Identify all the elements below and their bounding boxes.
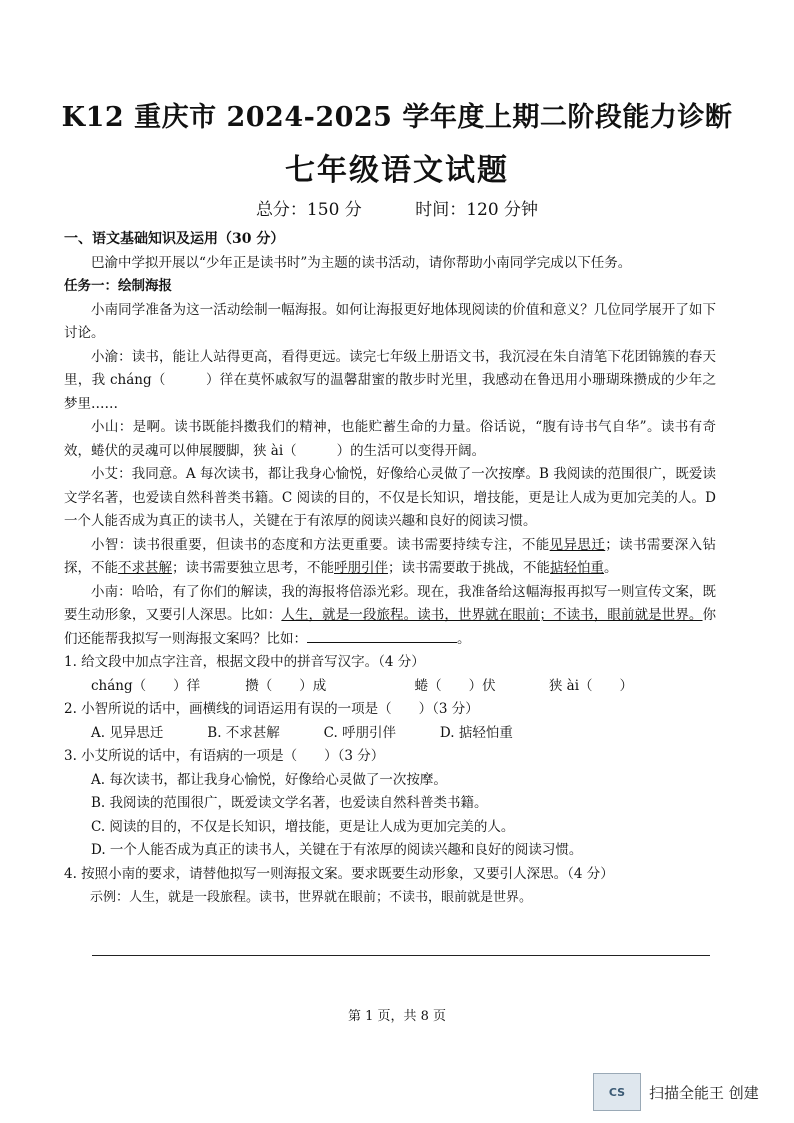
- paragraph-3: 小山：是啊。读书既能抖擞我们的精神，也能贮蓄生命的力量。俗话说，“腹有诗书气自华”。读书有奇效，蜷伏的灵魂可以伸展腰脚，狭 ài（ ）的生活可以变得开阔。: [64, 419, 716, 459]
- question-4: 4. 按照小南的要求，请替他拟写一则海报文案。要求既要生动形象，又要引人深思。（4 分）: [64, 865, 614, 882]
- total-score: 总分：150 分: [255, 200, 362, 220]
- question-1-items: [64, 675, 716, 699]
- q4-example: 示例：人生，就是一段旅程。读书，世界就在眼前；不读书，眼前就是世界。: [90, 890, 533, 905]
- task-heading: 任务一：绘制海报: [64, 278, 172, 294]
- paragraph-1: 小南同学准备为这一活动绘制一幅海报。如何让海报更好地体现阅读的价值和意义？几位同学展开了如下讨论。: [64, 301, 716, 341]
- paragraph-5: 小智：读书很重要，但读书的态度和方法更重要。读书需要持续专注，不能见异思迁；读书需要深入钻探，不能不求甚解；读书需要独立思考，不能呼朋引伴；读书需要敢于挑战，不能掂轻怕重。: [64, 536, 717, 576]
- q2-option: D. 掂轻怕重: [439, 724, 513, 741]
- logo-text: CS: [608, 1085, 626, 1099]
- poster-slogan: 人生，就是一段旅程。读书，世界就在眼前；不读书，眼前就是世界。: [281, 607, 703, 623]
- watermark-text: 扫描全能王 创建: [649, 1083, 759, 1102]
- q3-option: C. 阅读的目的，不仅是长知识，增技能，更是让人成为更加完美的人。: [91, 818, 515, 835]
- q3-option: B. 我阅读的范围很广，既爱读文学名著，也爱读自然科普类书籍。: [91, 795, 488, 811]
- q2-option: C. 呼朋引伴: [323, 724, 397, 741]
- q2-option: B. 不求甚解: [207, 724, 280, 741]
- paragraph-2: 小渝：读书，能让人站得更高，看得更远。读完七年级上册语文书，我沉浸在朱自清笔下花团锦簇的春天里，我 cháng（ ）徉在莫怀戚叙写的温馨甜蜜的散步时光里，我感动在鲁迅用小珊瑚珠攒成的少年之梦里……: [64, 348, 716, 412]
- q1-item: 攒（ ）成: [245, 677, 327, 694]
- camscanner-logo-icon: [593, 1073, 641, 1111]
- section-heading: 一、语文基础知识及运用（30 分）: [64, 231, 285, 247]
- q1-item: 蜷（ ）伏: [414, 677, 496, 694]
- paragraph-4: 小艾：我同意。A 每次读书，都让我身心愉悦，好像给心灵做了一次按摩。B 我阅读的范围很广，既爱读文学名著，也爱读自然科普类书籍。C 阅读的目的，不仅是长知识，增技能，更是让人成为更加完美的人。D 一个人能否成为真正的读书人，关键在于有浓厚的阅读兴趣和良好的阅读习惯。: [64, 466, 716, 529]
- answer-blank[interactable]: [307, 642, 457, 643]
- underlined-word-1: 见异思迁: [549, 536, 606, 553]
- q3-option: D. 一个人能否成为真正的读书人，关键在于有浓厚的阅读兴趣和良好的阅读习惯。: [91, 842, 583, 858]
- q1-item: 狭 ài（ ）: [548, 677, 634, 694]
- q3-option: A. 每次读书，都让我身心愉悦，好像给心灵做了一次按摩。: [91, 771, 447, 788]
- underlined-word-3: 呼朋引伴: [334, 560, 388, 576]
- scanner-watermark: [593, 1073, 759, 1111]
- question-3: 3. 小艾所说的话中，有语病的一项是（ ）（3 分）: [64, 748, 385, 764]
- answer-line[interactable]: [92, 955, 710, 956]
- page-number: 第 1 页，共 8 页: [347, 1009, 447, 1024]
- exam-time: 时间：120 分钟: [415, 200, 539, 220]
- q1-item: cháng（ ）徉: [91, 677, 201, 694]
- underlined-word-2: 不求甚解: [118, 560, 172, 576]
- paragraph-6: 小南：哈哈，有了你们的解读，我的海报将倍添光彩。现在，我准备给这幅海报再拟写一则宣传文案，既要生动形象，又要引人深思。比如：人生，就是一段旅程。读书，世界就在眼前；不读书，眼前就是世界。你们还能帮我拟写一则海报文案吗？比如： 。: [64, 583, 717, 647]
- section-intro: 巴渝中学拟开展以“少年正是读书时”为主题的读书活动，请你帮助小南同学完成以下任务。: [91, 254, 632, 271]
- exam-title: K12 重庆市 2024-2025 学年度上期二阶段能力诊断: [61, 102, 733, 133]
- q2-option: A. 见异思迁: [91, 724, 164, 741]
- underlined-word-4: 掂轻怕重: [550, 560, 604, 576]
- question-1: 1. 给文段中加点字注音，根据文段中的拼音写汉字。（4 分）: [64, 654, 425, 670]
- exam-subtitle: 七年级语文试题: [285, 153, 509, 188]
- question-2-options: [64, 722, 716, 746]
- exam-meta: [0, 195, 794, 220]
- section-1: [64, 228, 716, 910]
- question-2: 2. 小智所说的话中，画横线的词语运用有误的一项是（ ）（3 分）: [64, 701, 479, 717]
